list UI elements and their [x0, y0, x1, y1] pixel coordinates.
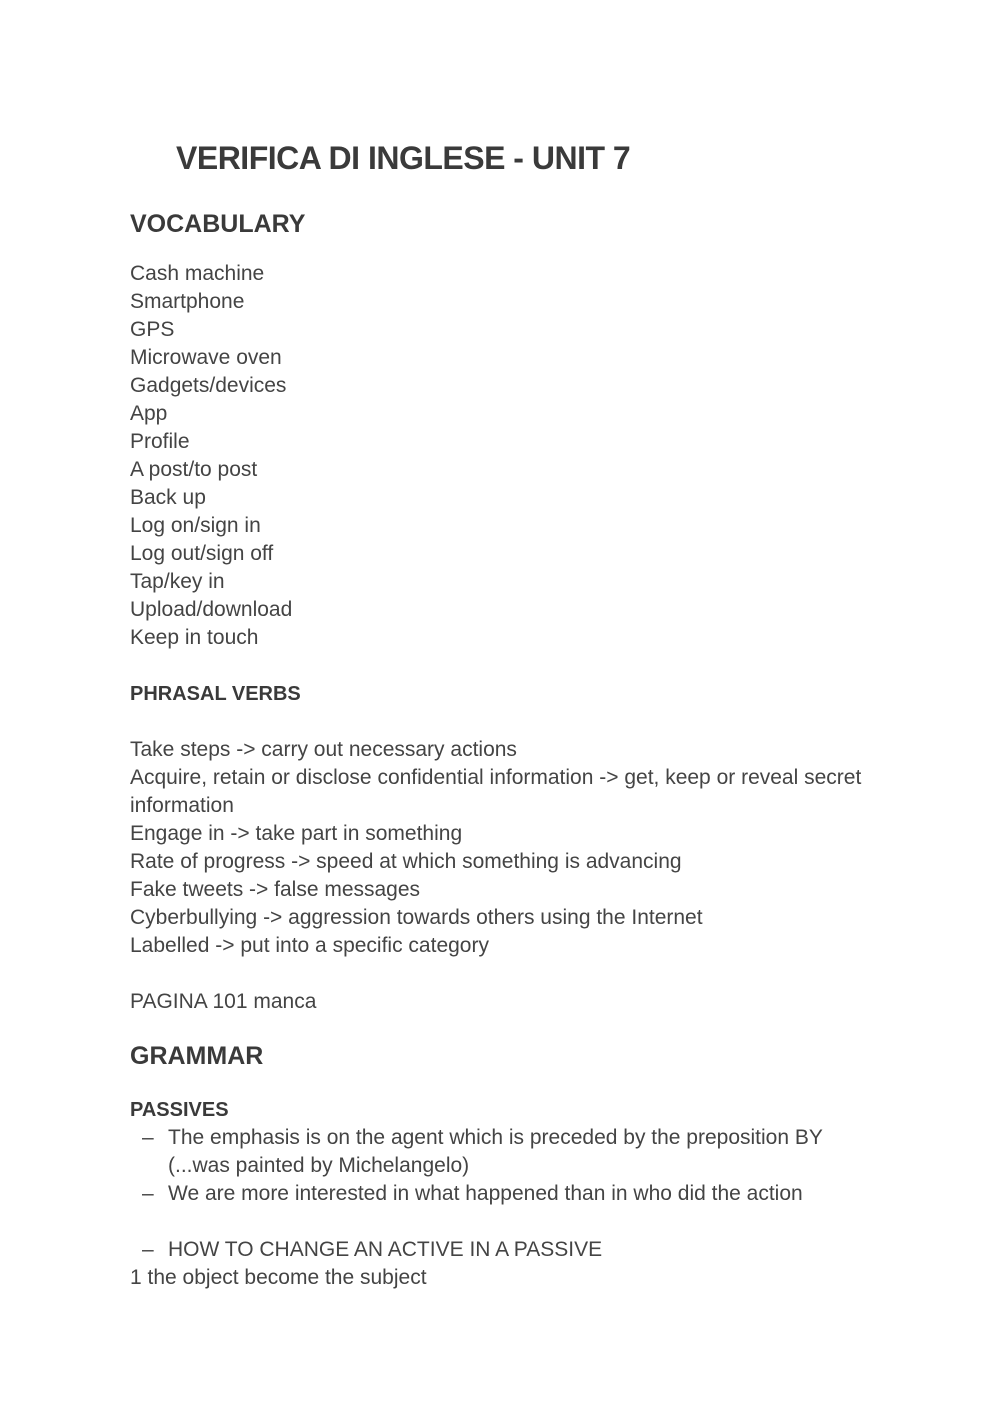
dash-icon: – [142, 1126, 154, 1149]
document-body [130, 204, 870, 1292]
passives-heading: PASSIVES [130, 1099, 229, 1121]
dash-icon: – [142, 1182, 154, 1205]
passives-bullet [130, 1180, 870, 1208]
vocabulary-item: Profile [130, 430, 190, 453]
vocabulary-item: A post/to post [130, 458, 258, 481]
phrasal-verb-item: Cyberbullying -> aggression towards others using the Internet [130, 906, 703, 929]
vocabulary-item: App [130, 402, 168, 425]
vocabulary-item: GPS [130, 318, 175, 341]
dash-icon: – [142, 1238, 154, 1261]
vocabulary-item: Microwave oven [130, 346, 282, 369]
phrasal-verb-item: Rate of progress -> speed at which something is advancing [130, 850, 682, 873]
vocabulary-item: Upload/download [130, 598, 293, 621]
phrasal-verb-item: Engage in -> take part in something [130, 822, 463, 845]
vocabulary-item: Log out/sign off [130, 542, 274, 565]
how-to-text: HOW TO CHANGE AN ACTIVE IN A PASSIVE [168, 1238, 603, 1261]
phrasal-verb-item: Take steps -> carry out necessary actions [130, 738, 517, 761]
passive-step: 1 the object become the subject [130, 1266, 427, 1289]
passives-bullet-text: The emphasis is on the agent which is preceded by the preposition BY (...was painted by Michelangelo) [168, 1126, 823, 1177]
phrasal-verb-item: Labelled -> put into a specific category [130, 934, 489, 957]
vocabulary-item: Tap/key in [130, 570, 225, 593]
vocabulary-list [130, 260, 870, 652]
missing-page-note: PAGINA 101 manca [130, 990, 317, 1013]
vocabulary-item: Cash machine [130, 262, 265, 285]
grammar-heading: GRAMMAR [130, 1042, 264, 1070]
passives-bullet-text: We are more interested in what happened than in who did the action [168, 1182, 803, 1205]
vocabulary-heading: VOCABULARY [130, 210, 306, 238]
vocabulary-item: Back up [130, 486, 206, 509]
vocabulary-item: Smartphone [130, 290, 245, 313]
phrasal-verbs-list [130, 736, 870, 960]
passives-bullet-list [130, 1124, 870, 1208]
passives-bullet [130, 1124, 870, 1180]
vocabulary-item: Log on/sign in [130, 514, 261, 537]
document-title: VERIFICA DI INGLESE - UNIT 7 [176, 140, 631, 176]
how-to-bullet [130, 1236, 870, 1264]
vocabulary-item: Gadgets/devices [130, 374, 287, 397]
phrasal-verb-item: Acquire, retain or disclose confidential information -> get, keep or reveal secret information [130, 766, 862, 817]
vocabulary-item: Keep in touch [130, 626, 259, 649]
phrasal-verbs-heading: PHRASAL VERBS [130, 683, 301, 705]
phrasal-verb-item: Fake tweets -> false messages [130, 878, 421, 901]
